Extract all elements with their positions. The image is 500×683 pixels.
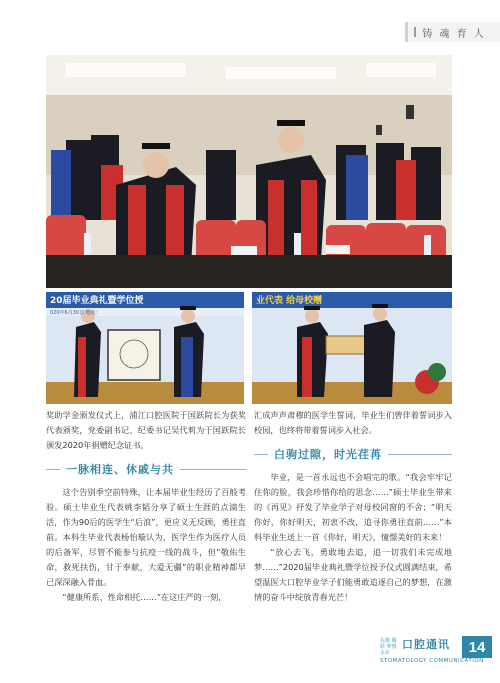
footer-slogan: 在激 腾跃 梦想 永在 <box>380 638 397 656</box>
scroll-illustration <box>252 292 452 404</box>
journal-english-title: STOMATOLOGY COMMUNICATION <box>380 658 484 664</box>
right-paragraph-3: “放心去飞，勇敢地去追，追一切我们未完成地梦……”2020届毕业典礼暨学位授予仪式圆满结束，希望温医大口腔毕业学子们能勇敢追逐自己的梦想，在激情的奋斗中绽放青春光芒！ <box>254 547 452 602</box>
banner-left-subtext: 020年6月30日 地址： <box>50 310 101 316</box>
certificate-photo <box>46 292 244 404</box>
tag-bar <box>414 27 416 37</box>
title-rule-left <box>46 469 60 470</box>
left-column <box>46 408 246 605</box>
section-title-2-text: 白驹过隙，时光荏苒 <box>274 448 382 461</box>
right-paragraph-1: 汇成声声肃穆的医学生誓词，毕业生们曾伴着誓词步入校园，也终将带着誓词步入社会。 <box>254 410 452 435</box>
left-paragraph-2: 这个告别季空前特殊，让本届毕业生经历了百般考验。硕士毕业生代表姚李韬分享了硕士生涯的点滴生活，作为90后的医学生“后浪”，更应义无反顾，勇往直前。本科生毕业代表杨怡璇认为，医学生作为医疗人员的后备军，尽管不能参与抗疫一线的战斗，但“敬佑生命，救死扶伤，甘于奉献，大爱无疆”的职业精神都早已深深融入骨血。 <box>46 487 246 587</box>
right-paragraph-2: 毕业，是一首永远也不会唱完的歌。“我会牢牢记住你的脸，我会珍惜你给的思念……”硕士毕业生带来的《再见》抒发了毕业学子对母校同窗的不舍；“明天你好，你好明天，初衷不改，追寻你勇往直前……”本科毕业生送上一首《你好，明天》，憧憬美好的未来！ <box>254 472 452 542</box>
section-title-1 <box>46 459 246 479</box>
right-column <box>254 408 452 605</box>
left-paragraph-3: “健康所系、性命相托……”在这庄严的一刻， <box>62 592 227 602</box>
title-rule-right <box>180 469 246 470</box>
banner-left-text: 20届毕业典礼暨学位授 <box>50 296 144 306</box>
left-paragraph-1: 奖助学金颁发仪式上，浦江口腔医院于国跃院长为获奖代表颁奖，党委副书记、纪委书记吴代莉为于国跃院长颁发2020年捐赠纪念证书。 <box>46 410 246 450</box>
section-title-2 <box>254 444 452 464</box>
section-tag-text: 铸 魂 育 人 <box>422 28 486 40</box>
title-rule-right <box>388 454 452 455</box>
section-tag <box>405 22 500 42</box>
scroll-photo <box>252 292 452 404</box>
section-title-1-text: 一脉相连、休戚与共 <box>66 463 174 476</box>
page-footer <box>380 636 492 670</box>
page-number: 14 <box>462 636 492 658</box>
banner-right-text: 业代表 给母校赠 <box>256 296 323 306</box>
ceremony-illustration <box>46 55 452 288</box>
title-rule-left <box>254 454 268 455</box>
journal-title: 口腔通讯 <box>402 638 450 651</box>
ceremony-photo <box>46 55 452 288</box>
